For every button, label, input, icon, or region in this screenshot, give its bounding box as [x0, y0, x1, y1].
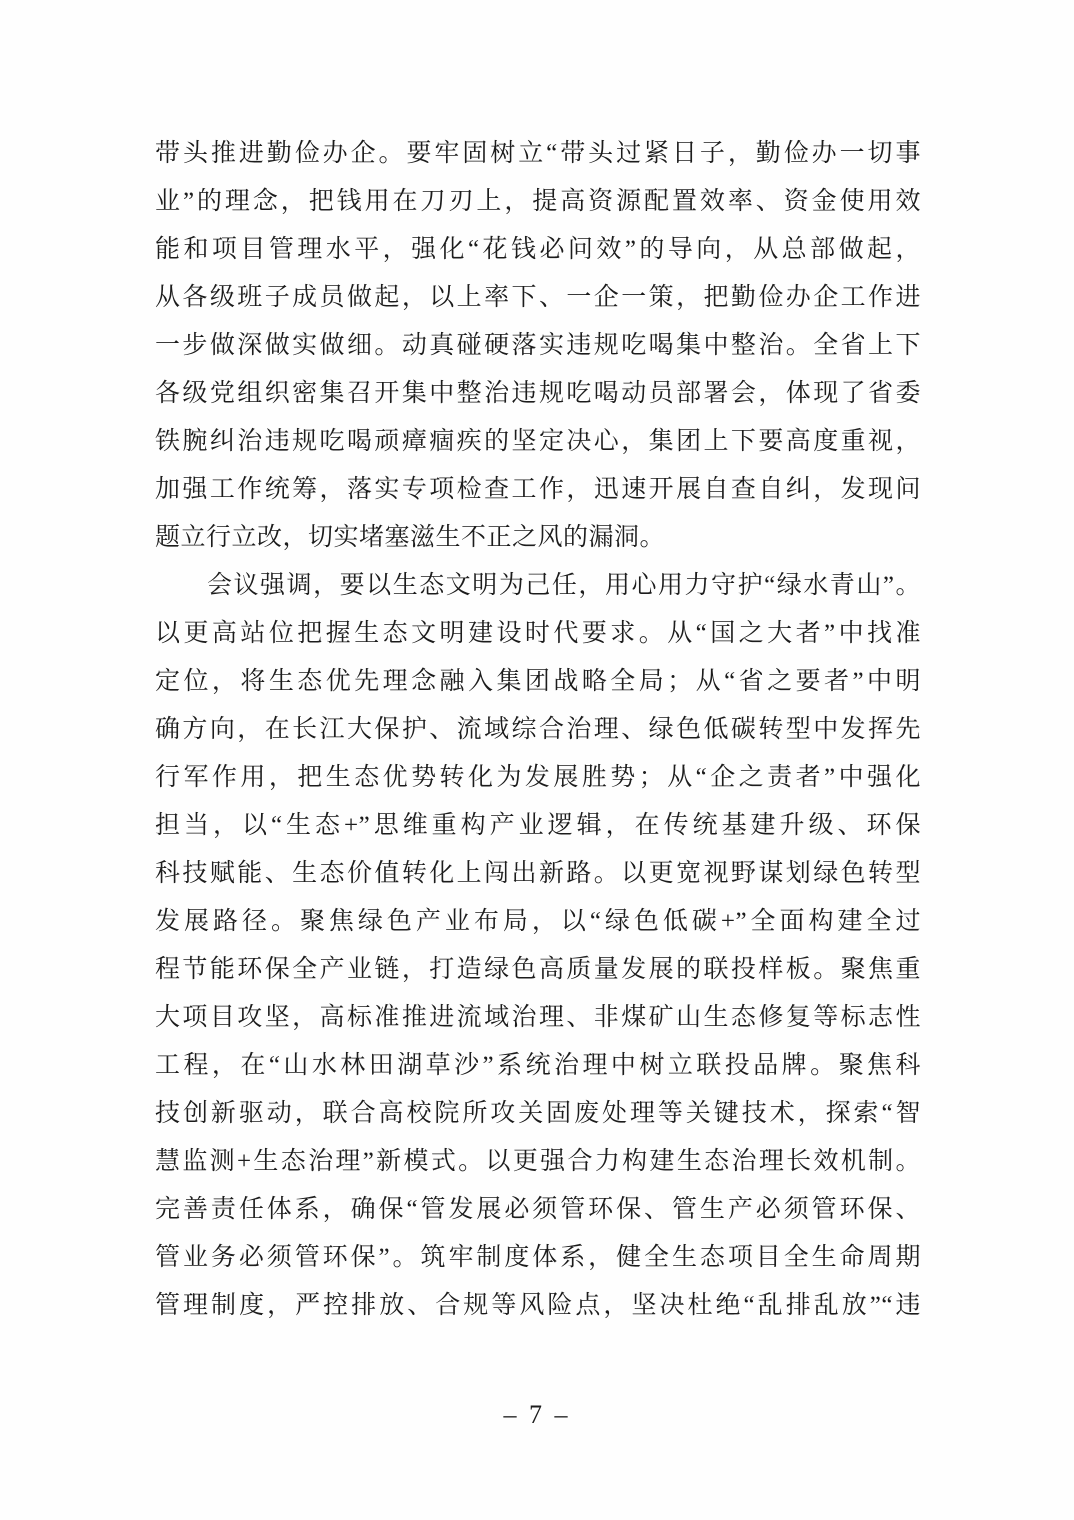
document-body: [155, 130, 921, 1330]
page-number: – 7 –: [503, 1400, 571, 1429]
text-line: 加强工作统筹，落实专项检查工作，迅速开展自查自纠，发现问: [155, 476, 921, 503]
text-line: 行军作用，把生态优势转化为发展胜势；从“企之责者”中强化: [155, 764, 921, 791]
text-line: 完善责任体系，确保“管发展必须管环保、管生产必须管环保、: [155, 1196, 921, 1223]
text-line: 技创新驱动，联合高校院所攻关固废处理等关键技术，探索“智: [155, 1100, 921, 1127]
text-line: 业”的理念，把钱用在刀刃上，提高资源配置效率、资金使用效: [155, 188, 921, 215]
text-line: 以更高站位把握生态文明建设时代要求。从“国之大者”中找准: [155, 620, 921, 647]
text-line: 能和项目管理水平，强化“花钱必问效”的导向，从总部做起，: [155, 236, 921, 263]
text-line: 管理制度，严控排放、合规等风险点，坚决杜绝“乱排乱放”“违: [155, 1292, 921, 1319]
text-line: 慧监测+生态治理”新模式。以更强合力构建生态治理长效机制。: [155, 1148, 921, 1175]
text-line: 担当，以“生态+”思维重构产业逻辑，在传统基建升级、环保: [155, 812, 921, 839]
text-line: 确方向，在长江大保护、流域综合治理、绿色低碳转型中发挥先: [155, 716, 921, 743]
text-line: 发展路径。聚焦绿色产业布局，以“绿色低碳+”全面构建全过: [155, 908, 921, 935]
text-line: 从各级班子成员做起，以上率下、一企一策，把勤俭办企工作进: [155, 284, 921, 311]
text-line: 各级党组织密集召开集中整治违规吃喝动员部署会，体现了省委: [155, 380, 921, 407]
text-line: 大项目攻坚，高标准推进流域治理、非煤矿山生态修复等标志性: [155, 1004, 921, 1031]
text-line: 程节能环保全产业链，打造绿色高质量发展的联投样板。聚焦重: [155, 956, 921, 983]
text-line: 定位，将生态优先理念融入集团战略全局；从“省之要者”中明: [155, 668, 921, 695]
text-line: 题立行立改，切实堵塞滋生不正之风的漏洞。: [155, 524, 666, 551]
text-line: 科技赋能、生态价值转化上闯出新路。以更宽视野谋划绿色转型: [155, 860, 921, 887]
text-line: 管业务必须管环保”。筑牢制度体系，健全生态项目全生命周期: [155, 1244, 921, 1271]
text-line: 一步做深做实做细。动真碰硬落实违规吃喝集中整治。全省上下: [155, 332, 921, 359]
text-line-paragraph-start: 会议强调，要以生态文明为己任，用心用力守护“绿水青山”。: [207, 572, 921, 599]
text-line: 带头推进勤俭办企。要牢固树立“带头过紧日子，勤俭办一切事: [155, 140, 921, 167]
text-line: 铁腕纠治违规吃喝顽瘴痼疾的坚定决心，集团上下要高度重视，: [155, 428, 921, 455]
text-line: 工程，在“山水林田湖草沙”系统治理中树立联投品牌。聚焦科: [155, 1052, 921, 1079]
